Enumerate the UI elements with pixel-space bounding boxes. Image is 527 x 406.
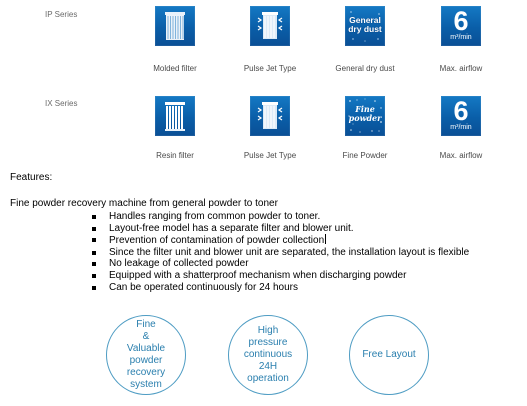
list-item bbox=[92, 211, 469, 223]
features-intro: Fine powder recovery machine from general powder to toner bbox=[10, 198, 278, 209]
fine-powder-tile-text: Fine powder bbox=[348, 104, 382, 123]
general-dry-dust-tile-text: General dry dust bbox=[348, 15, 382, 34]
airflow-unit: m³/min bbox=[450, 34, 472, 41]
fine-powder-caption: Fine Powder bbox=[342, 151, 388, 160]
circle-text: Free Layout bbox=[362, 349, 416, 360]
resin-filter-icon bbox=[155, 96, 195, 136]
feature-text: Layout-free model has a separate filter and blower unit. bbox=[109, 222, 354, 234]
feature-text: Can be operated continuously for 24 hours bbox=[109, 281, 299, 293]
circle-text: Fine & Valuable powder recovery system bbox=[126, 319, 166, 390]
max-airflow-caption: Max. airflow bbox=[439, 151, 483, 160]
general-dry-dust-icon bbox=[345, 6, 385, 46]
pulse-jet-icon bbox=[250, 96, 290, 136]
list-item bbox=[92, 270, 469, 282]
feature-text: No leakage of collected powder bbox=[109, 258, 249, 270]
molded-filter-icon bbox=[155, 6, 195, 46]
pulse-jet-icon bbox=[250, 6, 290, 46]
airflow-icon bbox=[441, 6, 481, 46]
circle-badge-operation bbox=[228, 315, 308, 395]
max-airflow-caption: Max. airflow bbox=[439, 64, 483, 73]
airflow-icon bbox=[441, 96, 481, 136]
circle-text: High pressure continuous 24H operation bbox=[243, 325, 293, 384]
feature-text: Prevention of contamination of powder collection bbox=[109, 235, 325, 247]
features-list bbox=[92, 211, 469, 293]
list-item bbox=[92, 223, 469, 235]
feature-text: Since the filter unit and blower unit are separated, the installation layout is flexible bbox=[109, 246, 470, 258]
general-dry-dust-caption: General dry dust bbox=[335, 64, 395, 73]
pulse-jet-caption: Pulse Jet Type bbox=[243, 64, 297, 73]
features-heading: Features: bbox=[10, 172, 53, 183]
resin-filter-caption: Resin filter bbox=[156, 151, 194, 160]
airflow-number: 6 bbox=[453, 96, 469, 126]
airflow-number: 6 bbox=[453, 6, 469, 36]
airflow-unit: m³/min bbox=[450, 124, 472, 131]
circle-badge-recovery bbox=[106, 315, 186, 395]
text-caret bbox=[325, 234, 326, 244]
list-item bbox=[92, 282, 469, 294]
ix-series-label: IX Series bbox=[45, 99, 78, 108]
feature-text: Handles ranging from common powder to toner. bbox=[109, 211, 321, 222]
list-item bbox=[92, 258, 469, 270]
circle-badge-layout bbox=[349, 315, 429, 395]
pulse-jet-caption: Pulse Jet Type bbox=[243, 151, 297, 160]
list-item bbox=[92, 247, 469, 259]
fine-powder-icon bbox=[345, 96, 385, 136]
ip-series-label: IP Series bbox=[45, 10, 78, 19]
molded-filter-caption: Molded filter bbox=[153, 64, 197, 73]
list-item bbox=[92, 234, 469, 247]
feature-text: Equipped with a shatterproof mechanism when discharging powder bbox=[109, 269, 407, 281]
